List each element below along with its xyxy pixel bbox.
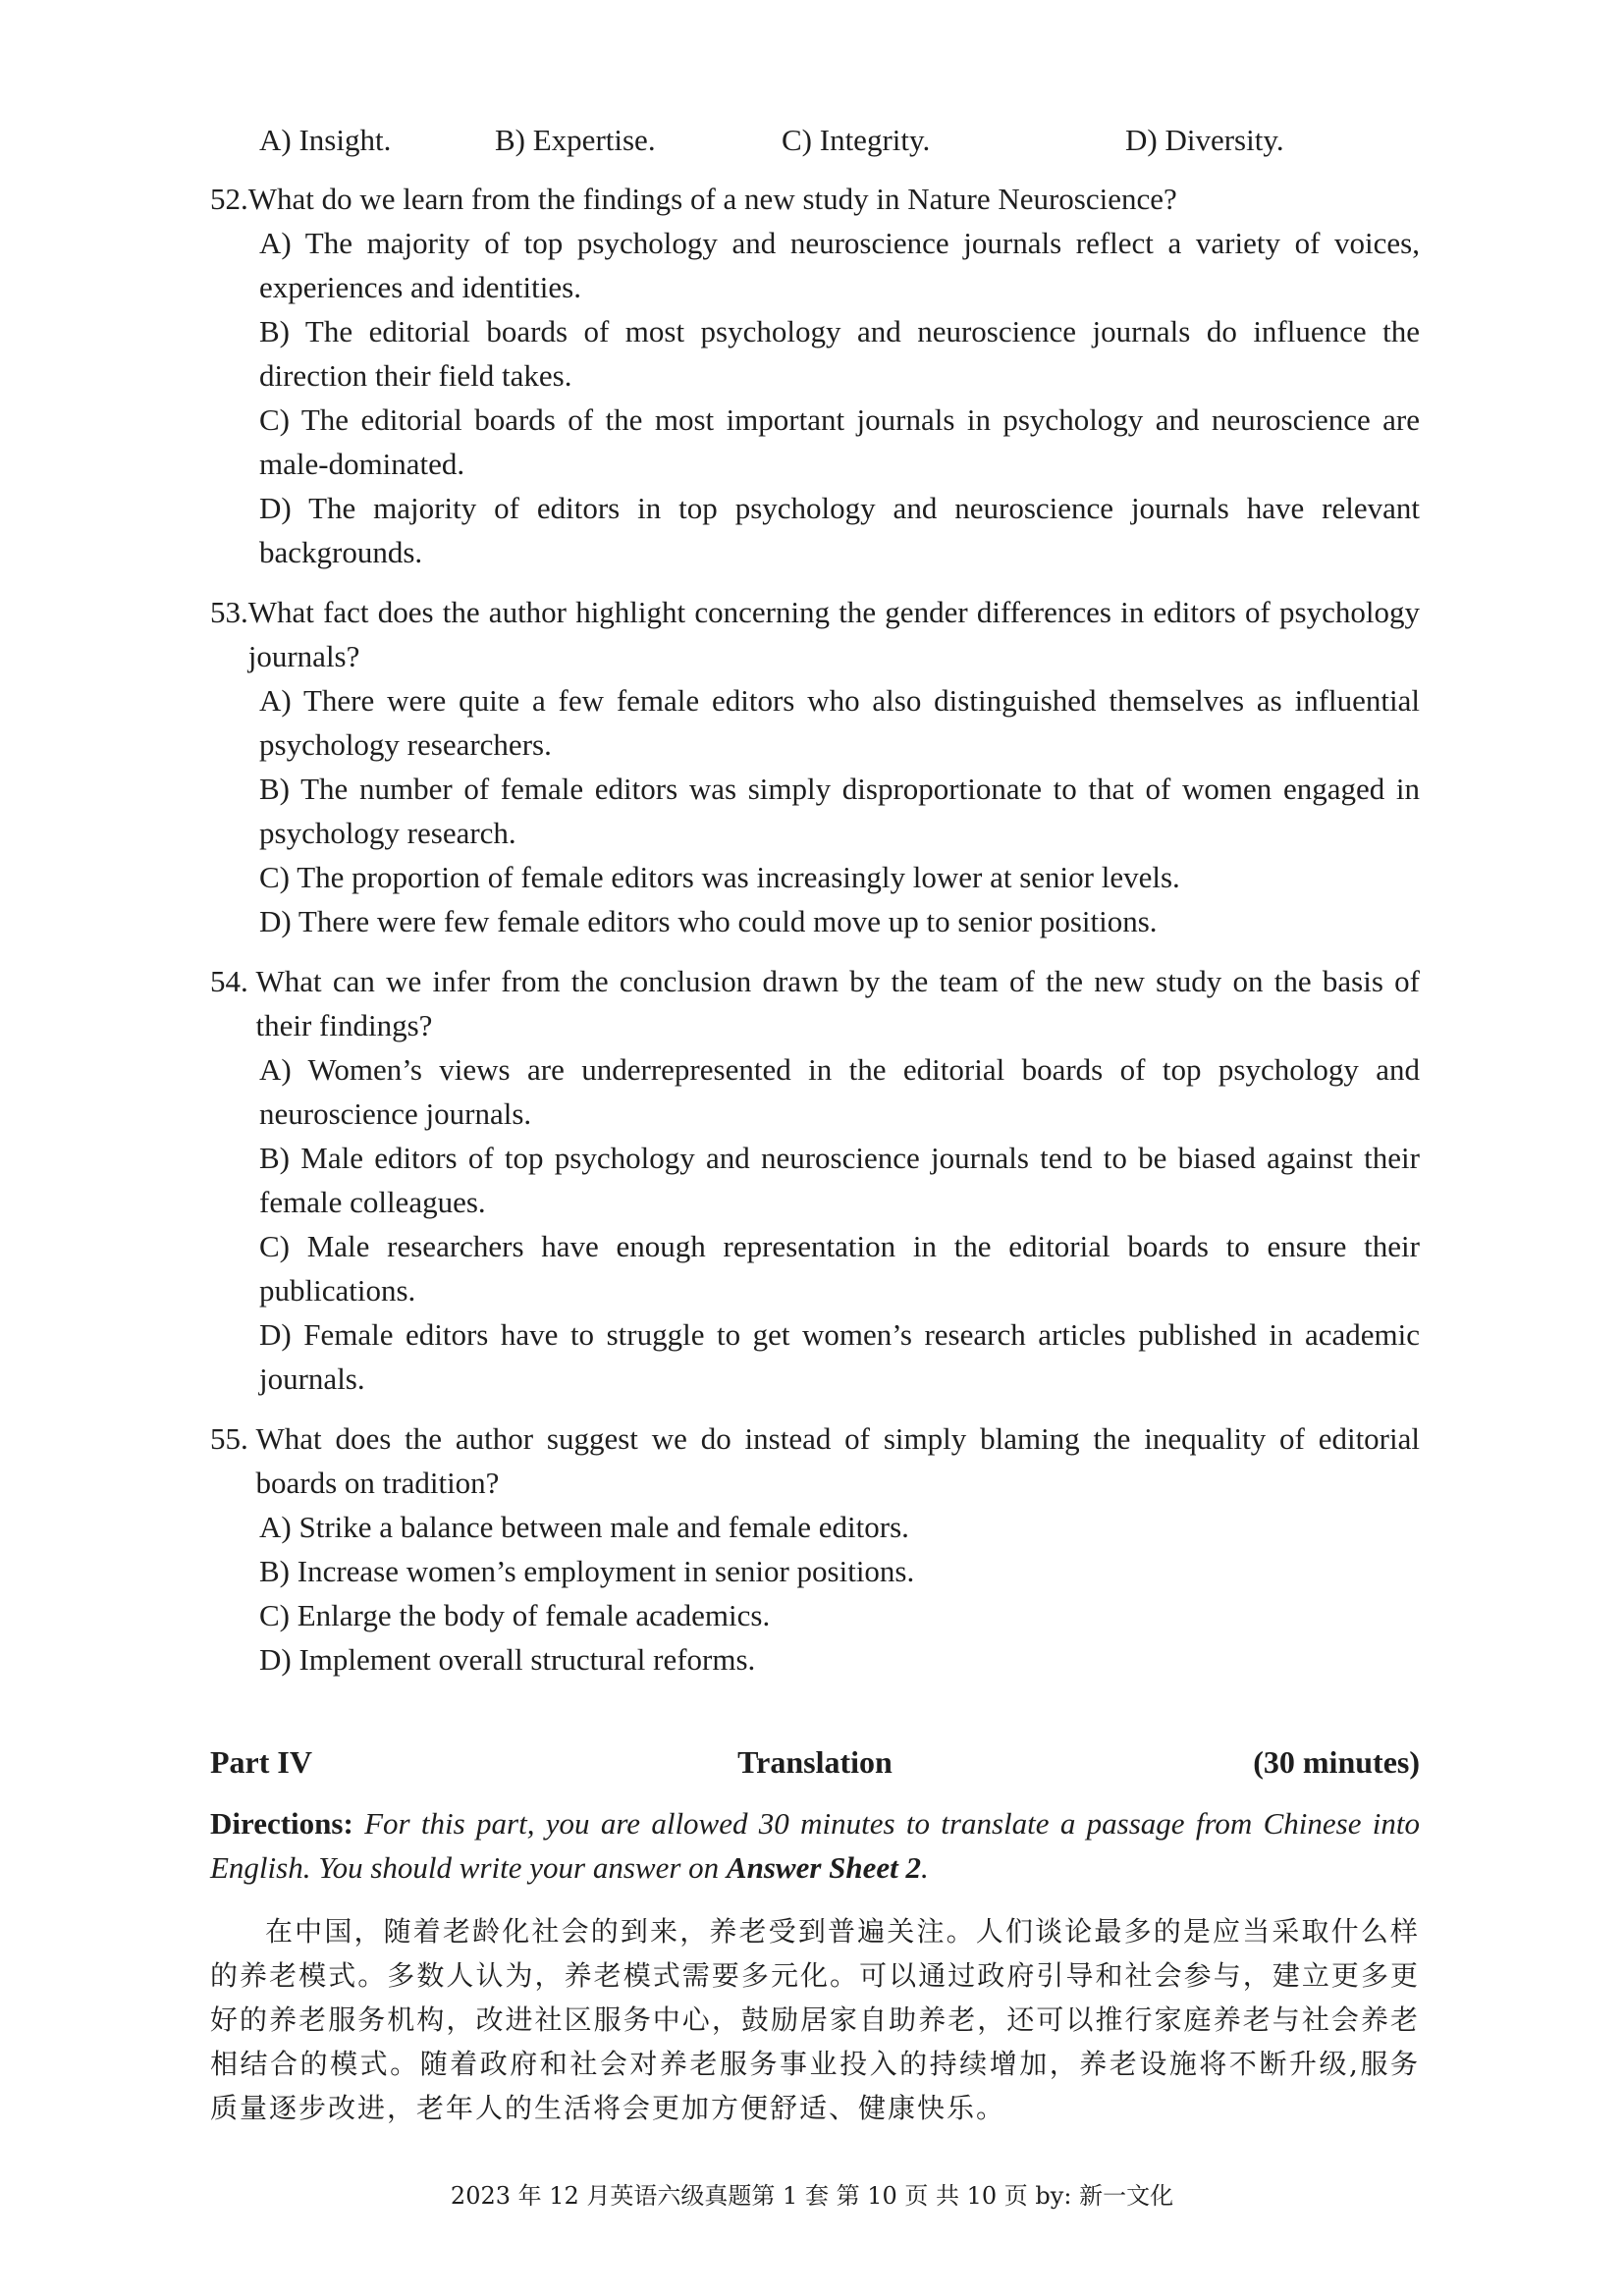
chinese-passage: 在中国，随着老龄化社会的到来，养老受到普遍关注。人们谈论最多的是应当采取什么样的养老模式。多数人认为，养老模式需要多元化。可以通过政府引导和社会参与，建立更多更好的养老服务机构，改进社区服务中心，鼓励居家自助养老，还可以推行家庭养老与社会养老相结合的模式。随着政府和社会对养老服务事业投入的持续增加，养老设施将不断升级,服务质量逐步改进，老年人的生活将会更加方便舒适、健康快乐。: [210, 1915, 1420, 2124]
option-b: B) Increase women’s employment in senior positions.: [259, 1554, 915, 1588]
option-a: A) There were quite a few female editors who also distinguished themselves as influential psychology researchers.: [259, 683, 1420, 762]
question-51-options: [259, 118, 1420, 162]
page-content: [210, 118, 1420, 2130]
question-text: What can we infer from the conclusion drawn by the team of the new study on the basis of their findings?: [255, 964, 1420, 1042]
part-header: [210, 1740, 1420, 1788]
option-c: C) The editorial boards of the most important journals in psychology and neuroscience are male-dominated.: [259, 402, 1420, 481]
option-c: C) The proportion of female editors was increasingly lower at senior levels.: [259, 860, 1180, 894]
directions-body: For this part, you are allowed 30 minutes to translate a passage from Chinese into English. You should write your answer on: [210, 1806, 1420, 1885]
option-b: B) The number of female editors was simply disproportionate to that of women engaged in psychology research.: [259, 772, 1420, 850]
directions-end: .: [921, 1850, 929, 1885]
question-stem: [210, 1416, 1420, 1505]
question-text: What do we learn from the findings of a new study in Nature Neuroscience?: [247, 182, 1177, 216]
question-55: [210, 1416, 1420, 1682]
page-footer: 2023 年 12 月英语六级真题第 1 套 第 10 页 共 10 页 by: 新一文化: [450, 2182, 1174, 2210]
directions-label: Directions:: [210, 1806, 353, 1841]
option-d: D) Female editors have to struggle to get women’s research articles published in academic journals.: [259, 1317, 1420, 1396]
option-b: B) Expertise.: [495, 123, 656, 157]
option-b: B) The editorial boards of most psychology and neuroscience journals do influence the direction their field takes.: [259, 314, 1420, 393]
question-54: [210, 959, 1420, 1401]
question-52: [210, 177, 1420, 574]
part-time: (30 minutes): [1253, 1744, 1420, 1780]
question-stem: [210, 590, 1420, 678]
option-a: A) Insight.: [259, 123, 392, 157]
answer-sheet-ref: Answer Sheet 2: [726, 1850, 922, 1885]
directions: [210, 1801, 1420, 1890]
option-c: C) Integrity.: [782, 123, 931, 157]
question-number: 52.: [210, 182, 248, 216]
option-c: C) Male researchers have enough representation in the editorial boards to ensure their publications.: [259, 1229, 1420, 1308]
question-number: 54.: [210, 964, 256, 998]
part-title: Translation: [737, 1744, 893, 1780]
part-label: Part IV: [210, 1744, 312, 1780]
question-stem: [210, 177, 1420, 221]
option-a: A) The majority of top psychology and neuroscience journals reflect a variety of voices, experiences and identities.: [259, 226, 1420, 304]
option-d: D) Implement overall structural reforms.: [259, 1642, 756, 1677]
question-53: [210, 590, 1420, 943]
option-d: D) Diversity.: [1125, 123, 1284, 157]
question-text: What fact does the author highlight concerning the gender differences in editors of psychology journals?: [247, 595, 1420, 673]
option-a: A) Women’s views are underrepresented in the editorial boards of top psychology and neuroscience journals.: [259, 1052, 1420, 1131]
question-number: 55.: [210, 1421, 256, 1456]
option-d: D) The majority of editors in top psychology and neuroscience journals have relevant backgrounds.: [259, 491, 1420, 569]
question-number: 53.: [210, 595, 248, 629]
question-stem: [210, 959, 1420, 1047]
option-a: A) Strike a balance between male and female editors.: [259, 1510, 909, 1544]
option-d: D) There were few female editors who could move up to senior positions.: [259, 904, 1158, 938]
question-text: What does the author suggest we do instead of simply blaming the inequality of editorial boards on tradition?: [255, 1421, 1420, 1500]
option-c: C) Enlarge the body of female academics.: [259, 1598, 771, 1632]
option-b: B) Male editors of top psychology and neuroscience journals tend to be biased against their female colleagues.: [259, 1141, 1420, 1219]
